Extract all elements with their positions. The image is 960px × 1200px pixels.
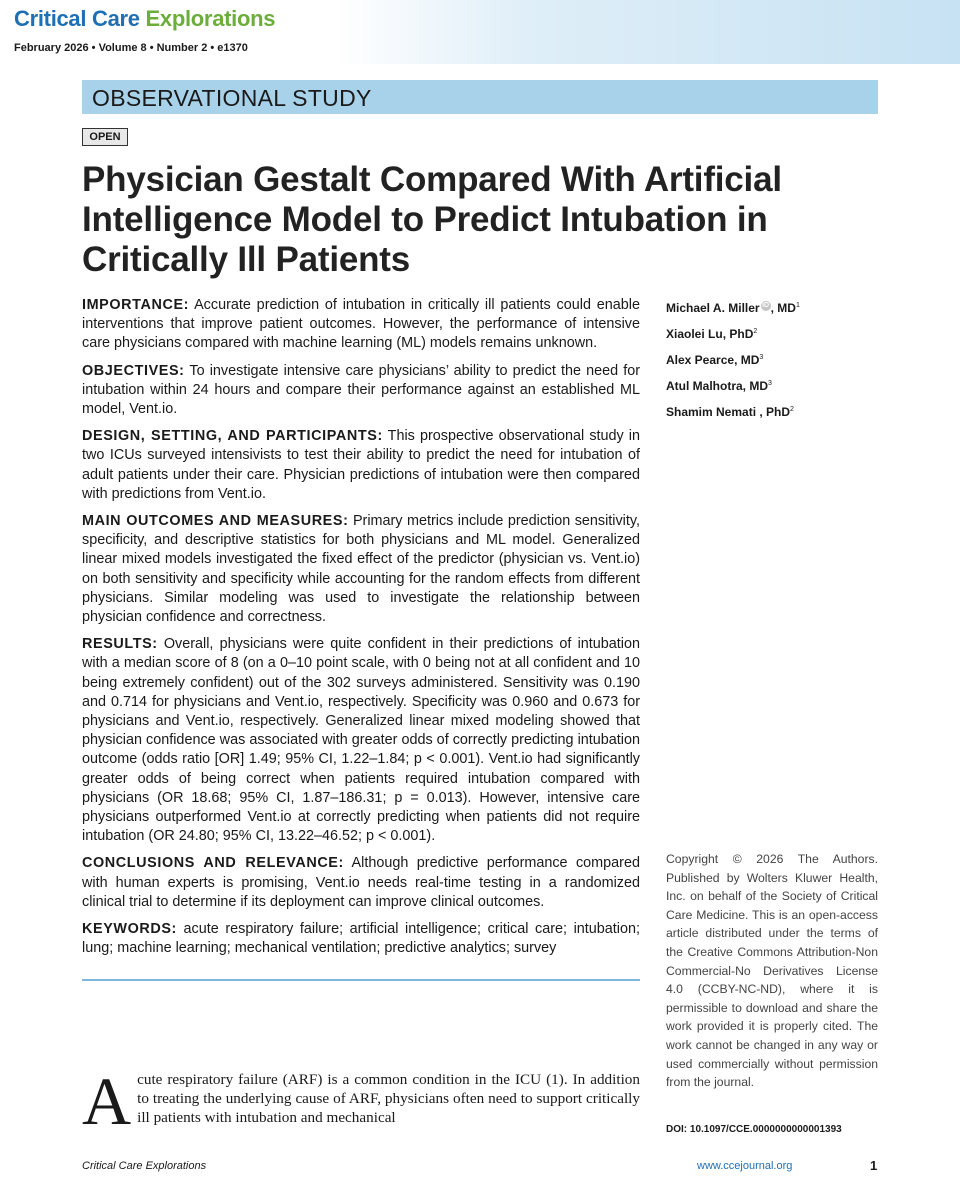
abstract-heading: OBJECTIVES:	[82, 362, 185, 379]
abstract-heading: CONCLUSIONS AND RELEVANCE:	[82, 855, 344, 872]
abstract-text: Although predictive performance compared with human experts is promising, Vent.io needs real-time testing in a randomized clinical trial to determine if its deployment can improve clinical outcomes.	[82, 855, 640, 910]
article-title: Physician Gestalt Compared With Artificial Intelligence Model to Predict Intubation in Critically Ill Patients	[82, 160, 782, 279]
author-name: Xiaolei Lu	[666, 327, 723, 341]
drop-cap: A	[82, 1063, 132, 1139]
copyright-notice: Copyright © 2026 The Authors. Published by Wolters Kluwer Health, Inc. on behalf of the Society of Critical Care Medicine. This is an open-access article distributed under the terms of the Creative Commons Attribution-Non Commercial-No Derivatives License 4.0 (CCBY-NC-ND), where it is permissible to download and share the work provided it is properly cited. The work cannot be changed in any way or used commercially without permission from the journal.	[666, 852, 878, 1090]
abstract	[82, 296, 640, 981]
doi-link[interactable]: DOI: 10.1097/CCE.0000000000001393	[666, 1124, 842, 1135]
intro-paragraph	[82, 1063, 640, 1139]
author-affiliation: 3	[768, 380, 772, 387]
author-degree: , MD	[734, 353, 760, 367]
issue-line: February 2026 • Volume 8 • Number 2 • e1370	[14, 42, 248, 54]
author-name: Alex Pearce	[666, 353, 735, 367]
section-label: OBSERVATIONAL STUDY	[92, 85, 372, 111]
abstract-heading: DESIGN, SETTING, AND PARTICIPANTS:	[82, 428, 383, 445]
author-degree: , PhD	[756, 405, 791, 419]
abstract-heading: KEYWORDS:	[82, 921, 177, 938]
footer-journal-link[interactable]: www.ccejournal.org	[697, 1160, 793, 1172]
abstract-text: Accurate prediction of intubation in critically ill patients could enable interventions that improve patient outcomes. However, the performance of intensive care physicians compared with machine learning (ML) models remains unknown.	[82, 297, 640, 352]
intro-text: cute respiratory failure (ARF) is a common condition in the ICU (1). In addition to treating the underlying cause of ARF, physicians often need to support critically ill patients with intubation and mechanical	[137, 1071, 640, 1126]
abstract-paragraph	[82, 362, 640, 420]
abstract-paragraph	[82, 512, 640, 627]
abstract-text: Overall, physicians were quite confident in their predictions of intubation with a median score of 8 (on a 0–10 point scale, with 0 being not at all confident and 10 being extremely confident) out of the 302 surveys administered. Sensitivity was 0.190 and 0.714 for physicians and Vent.io, respectively. Specificity was 0.960 and 0.673 for physicians and Vent.io, respectively. Generalized linear mixed modeling showed that physician confidence was associated with greater odds of correctly predicting intubation outcome (odds ratio [OR] 1.49; 95% CI, 1.22–1.84; p < 0.001). Vent.io had significantly greater odds of being correct when patients required intubation compared with physicians (OR 18.68; 95% CI, 1.87–186.31; p = 0.013). However, intensive care physicians outperformed Vent.io at correctly predicting when patients did not require intubation (OR 24.80; 95% CI, 13.22–46.52; p < 0.001).	[82, 636, 640, 845]
author-affiliation: 1	[795, 302, 800, 309]
author-entry	[666, 294, 866, 320]
author-name: Michael A. Miller	[666, 301, 760, 315]
page-number: 1	[870, 1158, 878, 1173]
journal-logo	[14, 6, 275, 32]
abstract-paragraph	[82, 635, 640, 846]
author-entry	[666, 346, 866, 372]
abstract-text: Primary metrics include prediction sensitivity, specificity, and descriptive statistics for both physicians and ML model. Generalized linear mixed models investigated the fixed effect of the predictor (physician vs. Vent.io) on both sensitivity and specificity while accounting for the random effects from different physicians. Similar modeling was used to investigate the relationship between physician confidence and correctness.	[82, 513, 641, 626]
author-entry	[666, 320, 866, 346]
abstract-paragraph	[82, 296, 640, 354]
section-banner	[82, 80, 878, 114]
abstract-heading: MAIN OUTCOMES AND MEASURES:	[82, 513, 349, 530]
author-degree: , PhD	[722, 327, 754, 341]
abstract-heading: RESULTS:	[82, 636, 158, 653]
abstract-text: acute respiratory failure; artificial intelligence; critical care; intubation; lung; machine learning; mechanical ventilation; predictive analytics; survey	[82, 921, 640, 957]
author-list	[666, 294, 866, 424]
abstract-heading: IMPORTANCE:	[82, 297, 190, 313]
author-affiliation: 2	[790, 406, 794, 413]
abstract-paragraph	[82, 854, 640, 912]
abstract-text: To investigate intensive care physicians’ ability to predict the need for intubation within 24 hours and compare their performance against an established ML model, Vent.io.	[82, 362, 640, 418]
author-name: Shamim Nemati	[666, 405, 757, 419]
author-entry	[666, 398, 866, 424]
abstract-text: This prospective observational study in two ICUs surveyed intensivists to test their ability to predict the need for intubation of adult patients under their care. Physician predictions of intubation were then compared with predictions from Vent.io.	[82, 428, 641, 502]
author-degree: , MD	[742, 379, 769, 393]
logo-word-explorations: Explorations	[145, 6, 276, 31]
author-affiliation: 2	[753, 328, 758, 335]
author-affiliation: 3	[759, 354, 764, 361]
footer-journal-name: Critical Care Explorations	[82, 1160, 207, 1172]
logo-word-critical-care: Critical Care	[14, 6, 140, 31]
abstract-paragraph	[82, 920, 640, 958]
open-access-badge: OPEN	[82, 128, 128, 146]
author-degree: , MD	[770, 301, 796, 315]
header-bar	[0, 0, 960, 64]
author-entry	[666, 372, 866, 398]
orcid-icon[interactable]: iD	[762, 302, 770, 309]
abstract-paragraph	[82, 427, 640, 504]
author-name: Atul Malhotra	[666, 379, 743, 393]
